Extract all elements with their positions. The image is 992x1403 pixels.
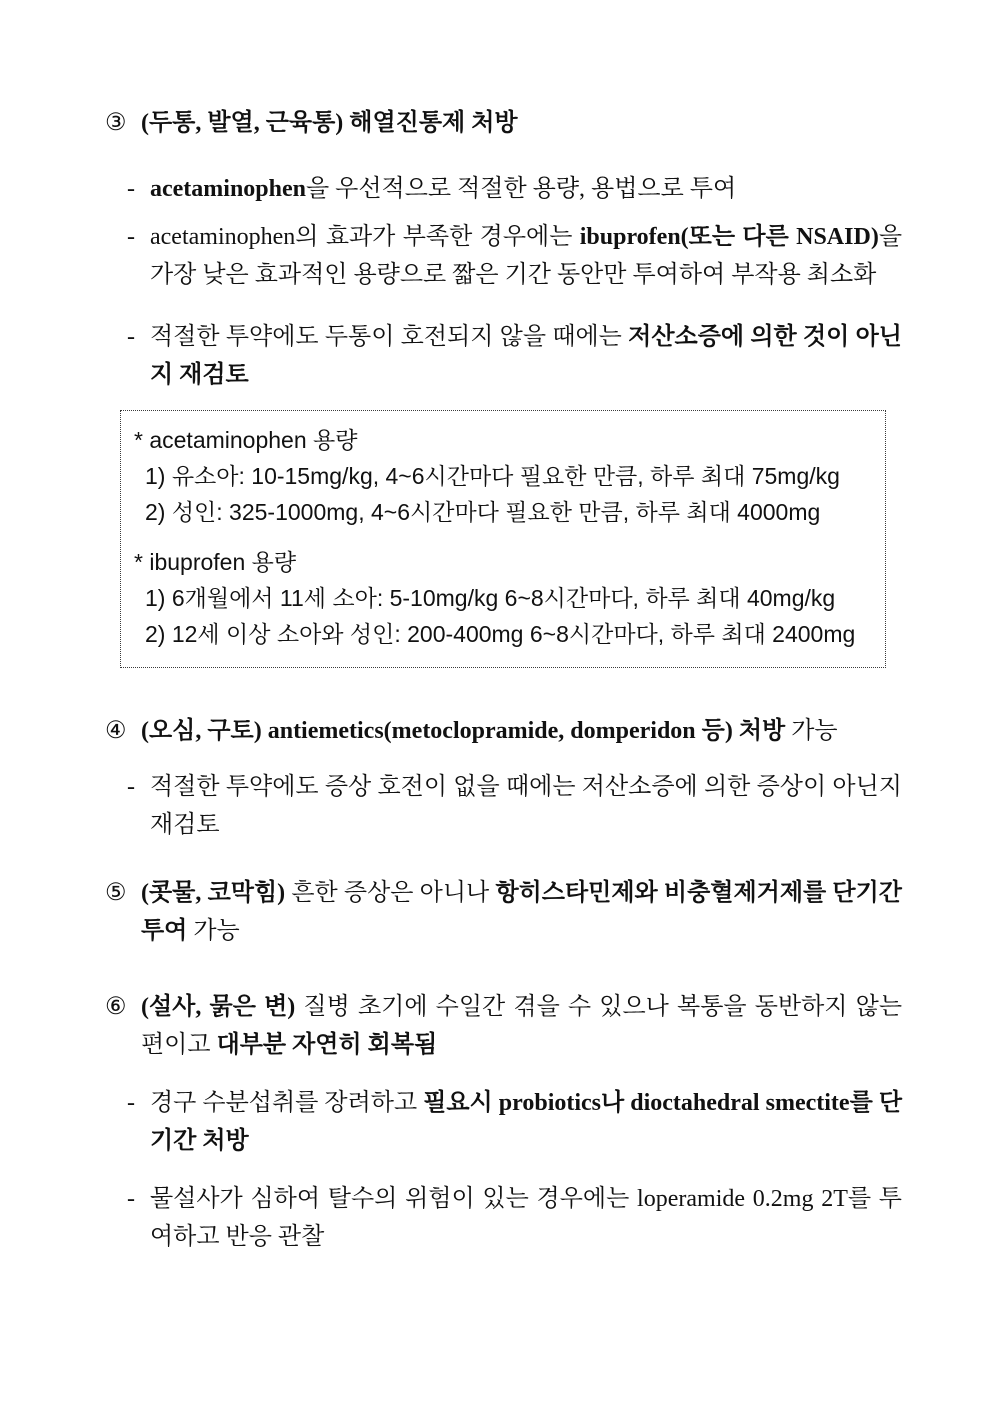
bullet-text: 경구 수분섭취를 장려하고 xyxy=(150,1090,424,1116)
drug-name-acetaminophen: acetaminophen xyxy=(150,176,306,202)
section-6-symptoms: (설사, 묽은 변) xyxy=(141,994,296,1020)
bullet-text: 을 우선적으로 적절한 용량, 용법으로 투여 xyxy=(306,176,737,202)
probiotics-smectite-text: 필요시 probiotics나 dioctahedral smectite를 단기간 처방 xyxy=(150,1090,903,1154)
dash-marker: - xyxy=(127,224,135,250)
bullet-text: 을 가장 낮은 효과적인 용량으로 짧은 기간 동안만 투여하여 부작용 최소화 xyxy=(150,224,902,288)
acetaminophen-dose-group xyxy=(134,422,869,530)
section-3-heading xyxy=(105,104,902,142)
document-content xyxy=(105,104,902,1256)
dash-marker: - xyxy=(127,1090,135,1116)
circled-number-5: ⑤ xyxy=(105,880,127,906)
ibuprofen-dose-group xyxy=(134,544,869,652)
section-6-text: 질병 초기에 수일간 겪을 수 있으나 복통을 동반하지 않는 편이고 xyxy=(141,994,903,1058)
acetaminophen-dose-adult: 2) 성인: 325-1000mg, 4~6시간마다 필요한 만큼, 하루 최대 4000mg xyxy=(145,499,821,525)
drug-name-ibuprofen: ibuprofen(또는 다른 NSAID) xyxy=(579,224,879,250)
bullet-probiotics-smectite xyxy=(105,1084,902,1160)
bullet-loperamide xyxy=(105,1180,902,1256)
acetaminophen-dose-children: 1) 유소아: 10-15mg/kg, 4~6시간마다 필요한 만큼, 하루 최대 75mg/kg xyxy=(145,463,840,489)
bullet-ibuprofen-fallback xyxy=(105,218,902,294)
bullet-text: acetaminophen의 효과가 부족한 경우에는 xyxy=(150,224,580,250)
section-4-title: (오심, 구토) antiemetics(metoclopramide, domperidon 등) 처방 xyxy=(141,718,786,744)
section-4-heading xyxy=(105,712,902,750)
acetaminophen-dose-title: * acetaminophen 용량 xyxy=(134,427,358,453)
circled-number-6: ⑥ xyxy=(105,994,127,1020)
bullet-acetaminophen-first xyxy=(105,170,902,208)
bullet-hypoxia-recheck-2 xyxy=(105,768,902,844)
dash-marker: - xyxy=(127,324,135,350)
section-4-title-suffix: 가능 xyxy=(785,718,838,744)
circled-number-4: ④ xyxy=(105,718,127,744)
bullet-text: 적절한 투약에도 두통이 호전되지 않을 때에는 xyxy=(150,324,629,350)
dosage-info-box xyxy=(120,410,886,668)
bullet-text: 적절한 투약에도 증상 호전이 없을 때에는 저산소증에 의한 증상이 아닌지 재검토 xyxy=(150,774,902,838)
section-5-heading xyxy=(105,874,902,950)
circled-number-3: ③ xyxy=(105,110,127,136)
self-recovery-text: 대부분 자연히 회복됨 xyxy=(216,1032,438,1058)
bullet-hypoxia-recheck xyxy=(105,318,902,394)
ibuprofen-dose-title: * ibuprofen 용량 xyxy=(134,549,297,575)
section-6-heading xyxy=(105,988,902,1064)
section-nausea-vomiting xyxy=(105,712,902,844)
section-5-text-suffix: 가능 xyxy=(187,918,240,944)
section-3-title: (두통, 발열, 근육통) 해열진통제 처방 xyxy=(141,110,518,136)
section-5-text: 흔한 증상은 아니나 xyxy=(285,880,496,906)
bullet-text: 물설사가 심하여 탈수의 위험이 있는 경우에는 loperamide 0.2mg 2T를 투여하고 반응 관찰 xyxy=(150,1186,902,1250)
dash-marker: - xyxy=(127,774,135,800)
ibuprofen-dose-adult: 2) 12세 이상 소아와 성인: 200-400mg 6~8시간마다, 하루 최대 2400mg xyxy=(145,621,856,647)
ibuprofen-dose-children: 1) 6개월에서 11세 소아: 5-10mg/kg 6~8시간마다, 하루 최대 40mg/kg xyxy=(145,585,836,611)
hypoxia-warning-text: 저산소증에 의한 것이 아닌지 재검토 xyxy=(150,324,902,388)
antihistamine-decongestant-text: 항히스타민제와 비충혈제거제를 단기간 투여 xyxy=(141,880,902,944)
dash-marker: - xyxy=(127,1186,135,1212)
section-headache-fever xyxy=(105,104,902,668)
section-5-symptoms: (콧물, 코막힘) xyxy=(141,880,286,906)
dash-marker: - xyxy=(127,176,135,202)
section-rhinorrhea-congestion xyxy=(105,874,902,950)
section-diarrhea xyxy=(105,988,902,1256)
